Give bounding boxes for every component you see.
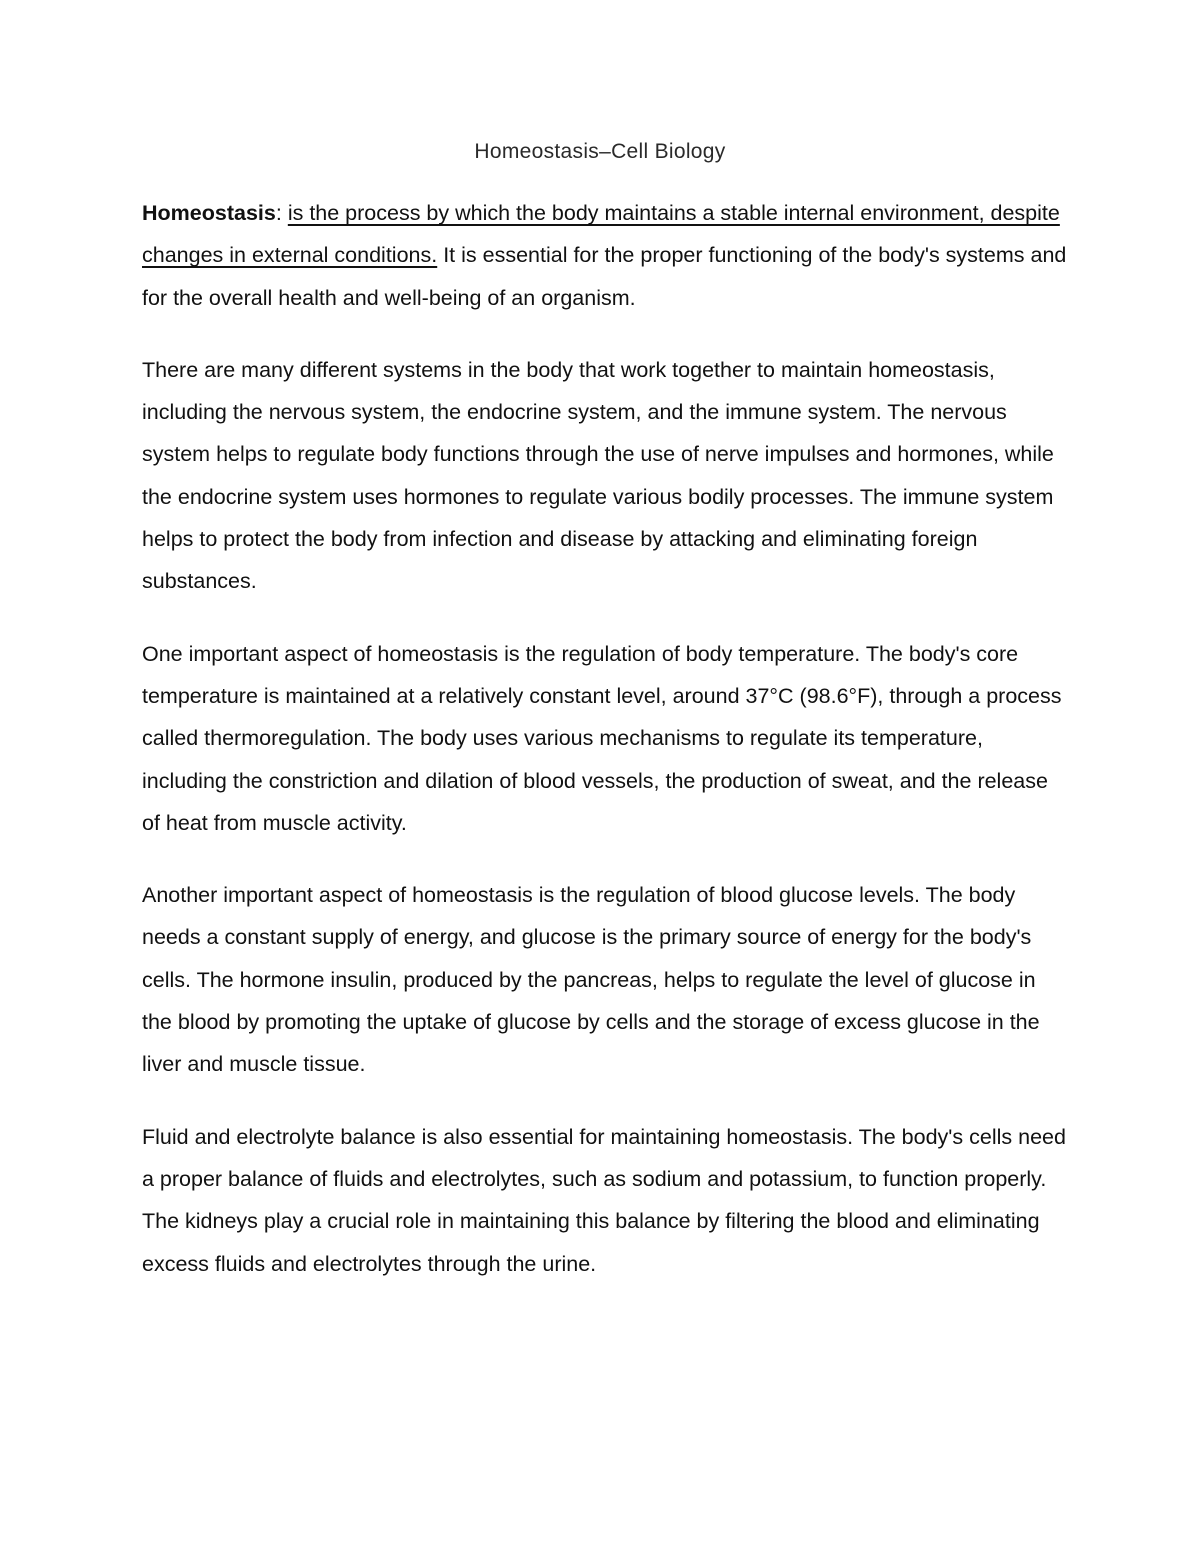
paragraph-temperature: One important aspect of homeostasis is the regulation of body temperature. The body's core temperature is maintained at a relatively constant level, around 37°C (98.6°F), through a process called thermoregulation. The body uses various mechanisms to regulate its temperature, including the constriction and dilation of blood vessels, the production of sweat, and the release of heat from muscle activity. [142,641,1062,835]
document-body [142,192,1067,1315]
paragraph-body-systems: There are many different systems in the body that work together to maintain homeostasis, including the nervous system, the endocrine system, and the immune system. The nervous system helps to regulate body functions through the use of nerve impulses and hormones, while the endocrine system uses hormones to regulate various bodily processes. The immune system helps to protect the body from infection and disease by attacking and eliminating foreign substances. [142,357,1054,594]
paragraph-glucose: Another important aspect of homeostasis is the regulation of blood glucose levels. The body needs a constant supply of energy, and glucose is the primary source of energy for the body's cells. The hormone insulin, produced by the pancreas, helps to regulate the level of glucose in the blood by promoting the uptake of glucose by cells and the storage of excess glucose in the liver and muscle tissue. [142,883,1040,1077]
term-homeostasis: Homeostasis [142,201,276,225]
document-title: Homeostasis–Cell Biology [474,140,726,163]
paragraph-fluid-electrolyte: Fluid and electrolyte balance is also essential for maintaining homeostasis. The body's cells need a proper balance of fluids and electrolytes, such as sodium and potassium, to function properly. The kidneys play a crucial role in maintaining this balance by filtering the blood and eliminating excess fluids and electrolytes through the urine. [142,1124,1066,1276]
intro-rest-text: It is essential for the proper functioning of the body's systems and for the overall health and well-being of an organism. [142,243,1067,310]
term-colon: : [275,201,282,225]
definition-text: is the process by which the body maintains a stable internal environment, despite changes in external conditions. [142,201,1060,268]
intro-paragraph [142,192,1067,319]
